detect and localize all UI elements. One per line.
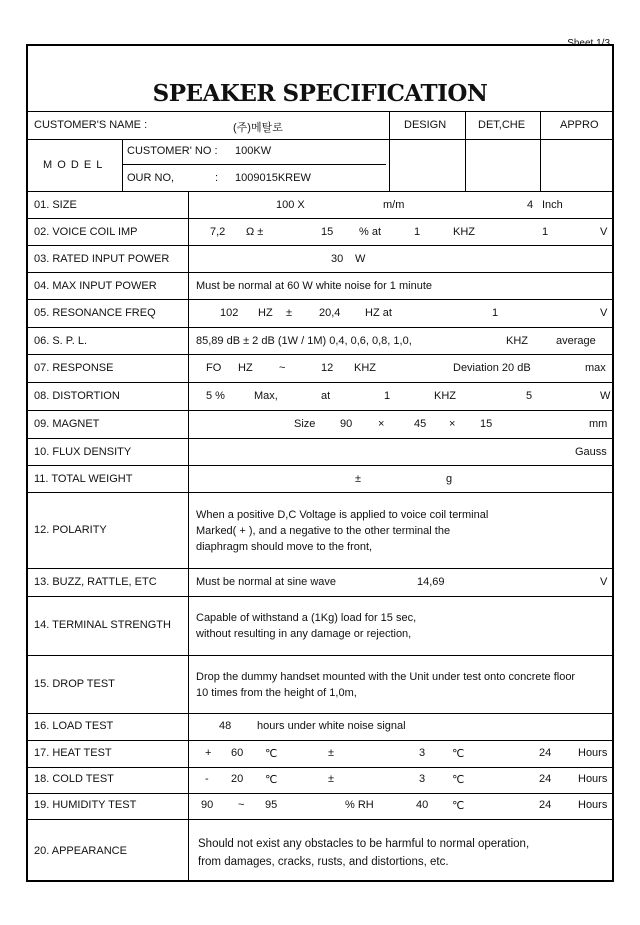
appro-header: APPRO — [560, 119, 599, 131]
appearance-line: Should not exist any obstacles to be harmful to normal operation, — [198, 838, 530, 850]
humidity-low: 90 — [201, 799, 214, 811]
load-test-hours: 48 — [219, 720, 232, 732]
polarity-line: diaphragm should move to the front, — [196, 541, 373, 553]
resonance-voltage: 1 — [492, 307, 499, 319]
cold-test-label: 18. COLD TEST — [34, 773, 114, 785]
resonance-tolerance-unit: HZ at — [365, 307, 392, 319]
imp-voltage: 1 — [542, 226, 549, 238]
imp-freq: 1 — [414, 226, 421, 238]
spl-value: 85,89 dB ± 2 dB (1W / 1M) 0,4, 0,6, 0,8, 1,0, — [196, 335, 412, 347]
rated-input-label: 03. RATED INPUT POWER — [34, 253, 170, 265]
appearance-line: from damages, cracks, rusts, and distortions, etc. — [198, 856, 449, 868]
our-no-label: OUR NO, — [127, 172, 175, 184]
magnet-dim-2: 45 — [414, 418, 427, 430]
our-no-value: 1009015KREW — [235, 172, 311, 184]
spl-average: average — [556, 335, 596, 347]
response-label: 07. RESPONSE — [34, 362, 114, 374]
humidity-temp-unit: ℃ — [452, 800, 465, 812]
size-inch-value: 4 — [527, 199, 534, 211]
customer-no-value: 100KW — [235, 145, 272, 157]
distortion-value: 5 % — [206, 390, 225, 402]
design-header: DESIGN — [404, 119, 447, 131]
det-che-header: DET,CHE — [478, 119, 526, 131]
cold-sign: - — [205, 773, 209, 785]
cold-hours: 24 — [539, 773, 552, 785]
distortion-power-unit: W — [600, 390, 611, 402]
cold-temp-unit: ℃ — [265, 774, 278, 786]
load-test-desc: hours under white noise signal — [257, 720, 406, 732]
imp-freq-unit: KHZ — [453, 226, 475, 238]
customer-name-label: CUSTOMER'S NAME : — [34, 119, 148, 131]
appearance-text — [198, 835, 529, 871]
humidity-high: 95 — [265, 799, 278, 811]
heat-temp-unit: ℃ — [265, 748, 278, 760]
response-fo: FO — [206, 362, 222, 374]
imp-value: 7,2 — [210, 226, 226, 238]
heat-tolerance-unit: ℃ — [452, 748, 465, 760]
size-inch-unit: Inch — [542, 199, 563, 211]
cold-temp: 20 — [231, 773, 244, 785]
heat-hours-unit: Hours — [578, 747, 608, 759]
size-value: 100 X — [276, 199, 305, 211]
document-title: SPEAKER SPECIFICATION — [152, 80, 488, 107]
resonance-unit: HZ — [258, 307, 273, 319]
drop-test-text — [196, 669, 575, 701]
heat-hours: 24 — [539, 747, 552, 759]
cold-tolerance-unit: ℃ — [452, 774, 465, 786]
humidity-hours-unit: Hours — [578, 799, 608, 811]
distortion-freq-unit: KHZ — [434, 390, 456, 402]
magnet-size-label: Size — [294, 418, 316, 430]
spec-sheet — [26, 44, 614, 882]
heat-sign: + — [205, 747, 212, 759]
imp-tolerance: 15 — [321, 226, 334, 238]
humidity-test-label: 19. HUMIDITY TEST — [34, 799, 137, 811]
response-hz: HZ — [238, 362, 253, 374]
heat-pm: ± — [328, 747, 335, 759]
spl-freq-unit: KHZ — [506, 335, 528, 347]
humidity-unit: % RH — [345, 799, 374, 811]
terminal-strength-label: 14. TERMINAL STRENGTH — [34, 619, 171, 631]
appearance-label: 20. APPEARANCE — [34, 845, 127, 857]
cold-tolerance: 3 — [419, 773, 426, 785]
buzz-value: Must be normal at sine wave — [196, 576, 337, 588]
size-label: 01. SIZE — [34, 199, 77, 211]
response-max: max — [585, 362, 606, 374]
heat-test-label: 17. HEAT TEST — [34, 747, 112, 759]
distortion-label: 08. DISTORTION — [34, 390, 120, 402]
model-label: M O D E L — [43, 159, 104, 171]
magnet-times-1: × — [378, 418, 385, 430]
cold-pm: ± — [328, 773, 335, 785]
max-input-label: 04. MAX INPUT POWER — [34, 280, 157, 292]
distortion-freq: 1 — [384, 390, 391, 402]
resonance-pm: ± — [286, 307, 293, 319]
heat-tolerance: 3 — [419, 747, 426, 759]
imp-unit: Ω ± — [246, 226, 264, 238]
magnet-dim-1: 90 — [340, 418, 353, 430]
cold-hours-unit: Hours — [578, 773, 608, 785]
rated-input-value: 30 — [331, 253, 344, 265]
humidity-temp: 40 — [416, 799, 429, 811]
flux-density-label: 10. FLUX DENSITY — [34, 446, 132, 458]
polarity-label: 12. POLARITY — [34, 524, 107, 536]
sheet-number: Sheet 1/3 — [567, 38, 610, 49]
customer-name-value: (주)메탈로 — [233, 122, 283, 134]
magnet-times-2: × — [449, 418, 456, 430]
load-test-label: 16. LOAD TEST — [34, 720, 114, 732]
magnet-unit: mm — [589, 418, 608, 430]
response-upper: 12 — [321, 362, 334, 374]
our-no-colon: : — [215, 172, 219, 184]
distortion-power: 5 — [526, 390, 533, 402]
buzz-label: 13. BUZZ, RATTLE, ETC — [34, 576, 157, 588]
imp-tolerance-unit: % at — [359, 226, 382, 238]
drop-test-line: Drop the dummy handset mounted with the Unit under test onto concrete floor — [196, 671, 576, 683]
total-weight-unit: g — [446, 473, 453, 485]
response-tilde: ~ — [279, 362, 286, 374]
resonance-voltage-unit: V — [600, 307, 608, 319]
humidity-hours: 24 — [539, 799, 552, 811]
magnet-dim-3: 15 — [480, 418, 493, 430]
heat-temp: 60 — [231, 747, 244, 759]
response-deviation: Deviation 20 dB — [453, 362, 531, 374]
total-weight-label: 11. TOTAL WEIGHT — [34, 473, 133, 485]
buzz-voltage: 14,69 — [417, 576, 445, 588]
spl-label: 06. S. P. L. — [34, 335, 88, 347]
polarity-text — [196, 507, 488, 555]
polarity-line: Marked( + ), and a negative to the other terminal the — [196, 525, 451, 537]
customer-no-label: CUSTOMER' NO : — [127, 145, 218, 157]
resonance-label: 05. RESONANCE FREQ — [34, 307, 156, 319]
imp-voltage-unit: V — [600, 226, 608, 238]
polarity-line: When a positive D,C Voltage is applied to voice coil terminal — [196, 509, 489, 521]
response-khz: KHZ — [354, 362, 376, 374]
distortion-max: Max, — [254, 390, 278, 402]
flux-density-unit: Gauss — [575, 446, 607, 458]
max-input-value: Must be normal at 60 W white noise for 1 minute — [196, 280, 432, 292]
total-weight-pm: ± — [355, 473, 362, 485]
resonance-value: 102 — [220, 307, 239, 319]
rated-input-unit: W — [355, 253, 366, 265]
humidity-tilde: ~ — [238, 799, 245, 811]
distortion-at: at — [321, 390, 331, 402]
buzz-voltage-unit: V — [600, 576, 608, 588]
terminal-strength-text — [196, 610, 416, 642]
magnet-label: 09. MAGNET — [34, 418, 100, 430]
terminal-strength-line: Capable of withstand a (1Kg) load for 15 sec, — [196, 612, 417, 624]
drop-test-line: 10 times from the height of 1,0m, — [196, 687, 357, 699]
terminal-strength-line: without resulting in any damage or rejection, — [196, 628, 412, 640]
drop-test-label: 15. DROP TEST — [34, 678, 115, 690]
size-unit: m/m — [383, 199, 405, 211]
resonance-tolerance: 20,4 — [319, 307, 341, 319]
voice-coil-label: 02. VOICE COIL IMP — [34, 226, 138, 238]
